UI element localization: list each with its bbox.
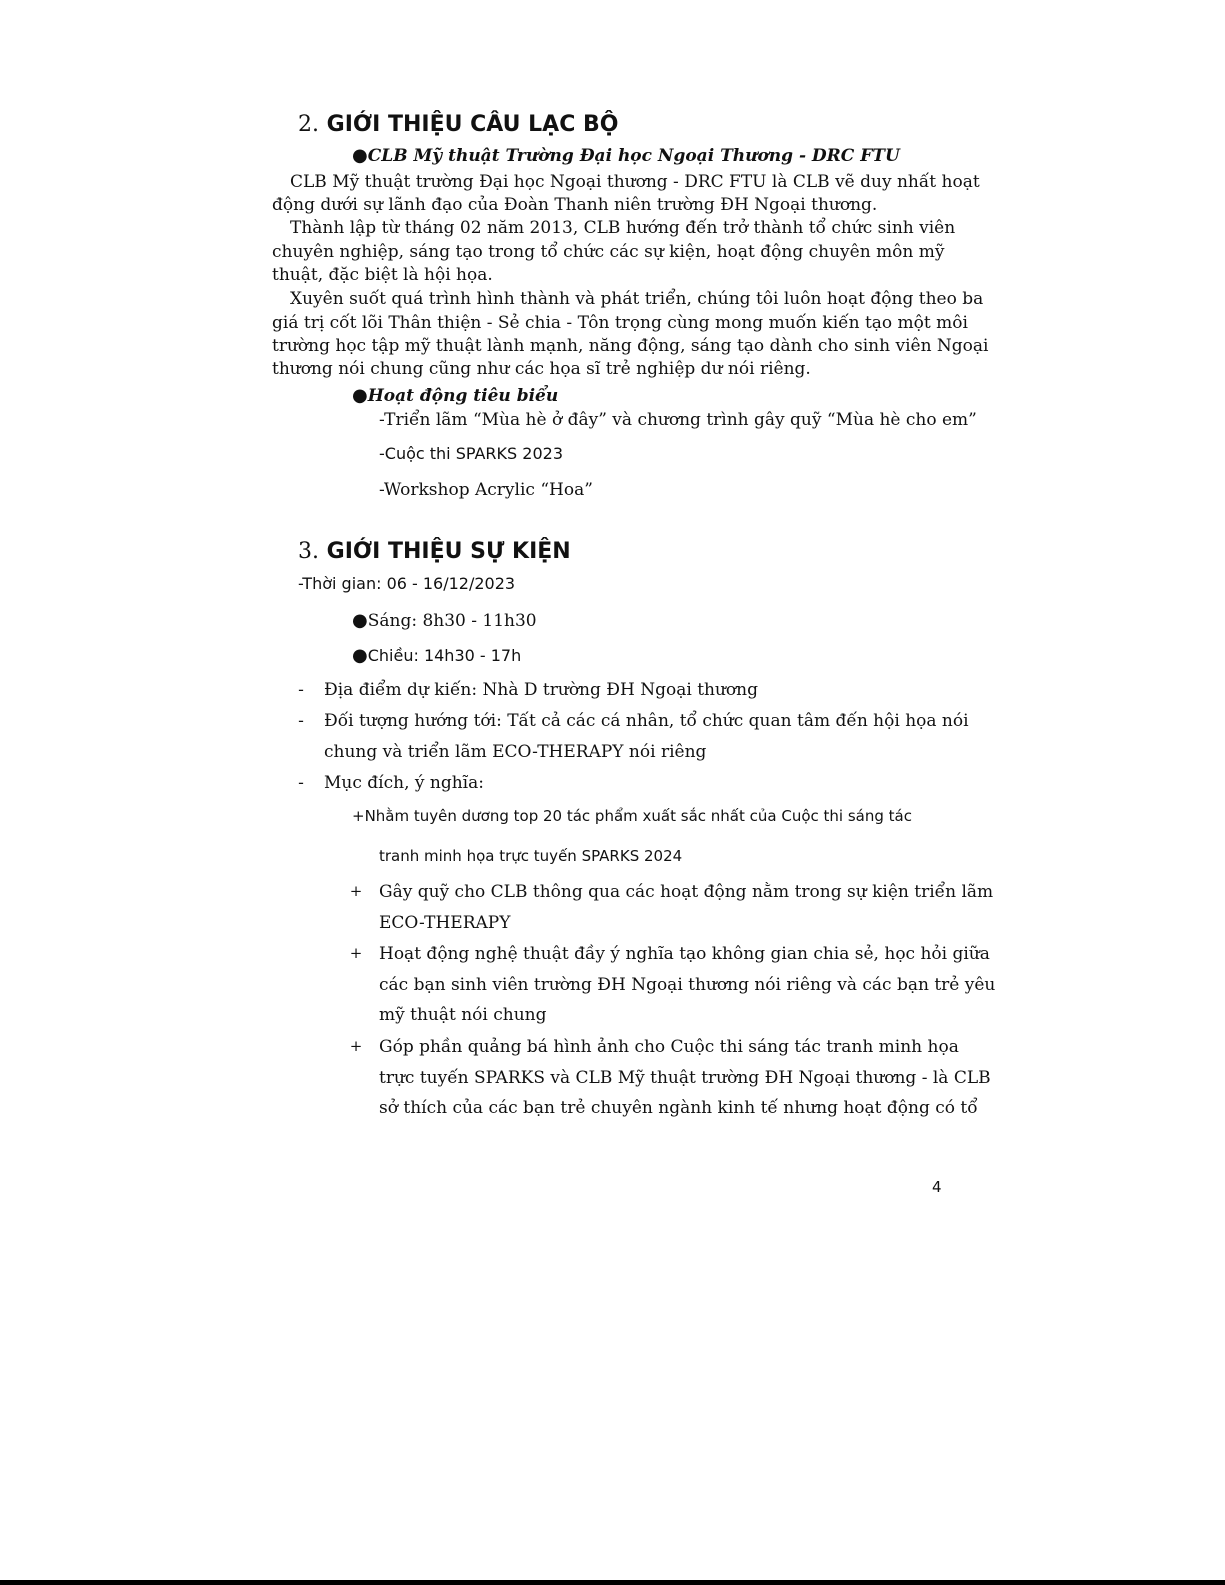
paragraph-line: thương nói chung cũng như các họa sĩ trẻ nghiệp dư nói riêng. <box>272 359 811 379</box>
dash-bullet: - <box>298 773 304 793</box>
purpose-line: Gây quỹ cho CLB thông qua các hoạt động nằm trong sự kiện triển lãm <box>379 882 994 902</box>
paragraph-line: động dưới sự lãnh đạo của Đoàn Thanh niên trường ĐH Ngoại thương. <box>272 195 878 215</box>
purpose-line: Hoạt động nghệ thuật đầy ý nghĩa tạo không gian chia sẻ, học hỏi giữa <box>379 944 990 964</box>
paragraph-line: chuyên nghiệp, sáng tạo trong tổ chức các sự kiện, hoạt động chuyên môn mỹ <box>272 242 945 262</box>
activities-heading-text: Hoạt động tiêu biểu <box>367 386 559 406</box>
purpose-line: trực tuyến SPARKS và CLB Mỹ thuật trường ĐH Ngoại thương - là CLB <box>379 1068 991 1088</box>
section-3-number: 3. <box>298 539 319 564</box>
morning-session-text: Sáng: 8h30 - 11h30 <box>367 611 537 631</box>
bullet-icon: ● <box>352 145 368 166</box>
purpose-line: mỹ thuật nói chung <box>379 1005 547 1025</box>
paragraph-line: CLB Mỹ thuật trường Đại học Ngoại thương - DRC FTU là CLB vẽ duy nhất hoạt <box>290 172 980 192</box>
paragraph-line: giá trị cốt lõi Thân thiện - Sẻ chia - Tôn trọng cùng mong muốn kiến tạo một môi <box>272 313 968 333</box>
plus-bullet: + <box>349 1037 363 1055</box>
purpose-label: Mục đích, ý nghĩa: <box>324 773 484 793</box>
dash-bullet: - <box>298 711 304 731</box>
event-audience-line: Đối tượng hướng tới: Tất cả các cá nhân, tổ chức quan tâm đến hội họa nói <box>324 711 969 731</box>
purpose-first-line: +Nhằm tuyên dương top 20 tác phẩm xuất sắc nhất của Cuộc thi sáng tác <box>352 807 912 825</box>
dash-bullet: - <box>298 680 304 700</box>
event-time: -Thời gian: 06 - 16/12/2023 <box>298 574 516 593</box>
event-location: Địa điểm dự kiến: Nhà D trường ĐH Ngoại thương <box>324 680 758 700</box>
purpose-line: ECO-THERAPY <box>379 913 511 933</box>
paragraph-line: thuật, đặc biệt là hội họa. <box>272 265 493 285</box>
page-bottom-border <box>0 1580 1225 1585</box>
purpose-line: các bạn sinh viên trường ĐH Ngoại thương nói riêng và các bạn trẻ yêu <box>379 975 996 995</box>
bullet-icon: ● <box>352 385 368 406</box>
section-2-number: 2. <box>298 112 319 137</box>
plus-bullet: + <box>349 882 363 900</box>
afternoon-session <box>352 645 521 666</box>
paragraph-line: Thành lập từ tháng 02 năm 2013, CLB hướng đến trở thành tổ chức sinh viên <box>290 218 956 238</box>
paragraph-line: trường học tập mỹ thuật lành mạnh, năng động, sáng tạo dành cho sinh viên Ngoại <box>272 336 989 356</box>
event-audience-line: chung và triển lãm ECO-THERAPY nói riêng <box>324 742 707 762</box>
plus-bullet: + <box>349 944 363 962</box>
section-2-title: GIỚI THIỆU CÂU LẠC BỘ <box>326 112 619 137</box>
activity-item: -Cuộc thi SPARKS 2023 <box>379 444 563 463</box>
paragraph-line: Xuyên suốt quá trình hình thành và phát triển, chúng tôi luôn hoạt động theo ba <box>290 289 984 309</box>
purpose-first-line: tranh minh họa trực tuyến SPARKS 2024 <box>379 847 683 865</box>
club-subheading <box>352 145 900 166</box>
section-3-heading <box>298 539 571 564</box>
activity-item: -Triển lãm “Mùa hè ở đây” và chương trình gây quỹ “Mùa hè cho em” <box>379 410 977 430</box>
club-subheading-text: CLB Mỹ thuật Trường Đại học Ngoại Thương - DRC FTU <box>367 146 900 166</box>
section-3-title: GIỚI THIỆU SỰ KIỆN <box>326 539 571 564</box>
purpose-line: sở thích của các bạn trẻ chuyên ngành kinh tế nhưng hoạt động có tổ <box>379 1098 978 1118</box>
activities-heading <box>352 385 558 406</box>
bullet-icon: ● <box>352 610 368 631</box>
morning-session <box>352 610 537 631</box>
purpose-line: Góp phần quảng bá hình ảnh cho Cuộc thi sáng tác tranh minh họa <box>379 1037 959 1057</box>
activity-item: -Workshop Acrylic “Hoa” <box>379 480 593 500</box>
afternoon-session-text: Chiều: 14h30 - 17h <box>367 646 522 665</box>
bullet-icon: ● <box>352 645 368 666</box>
page-number: 4 <box>932 1178 942 1196</box>
section-2-heading <box>298 112 618 137</box>
